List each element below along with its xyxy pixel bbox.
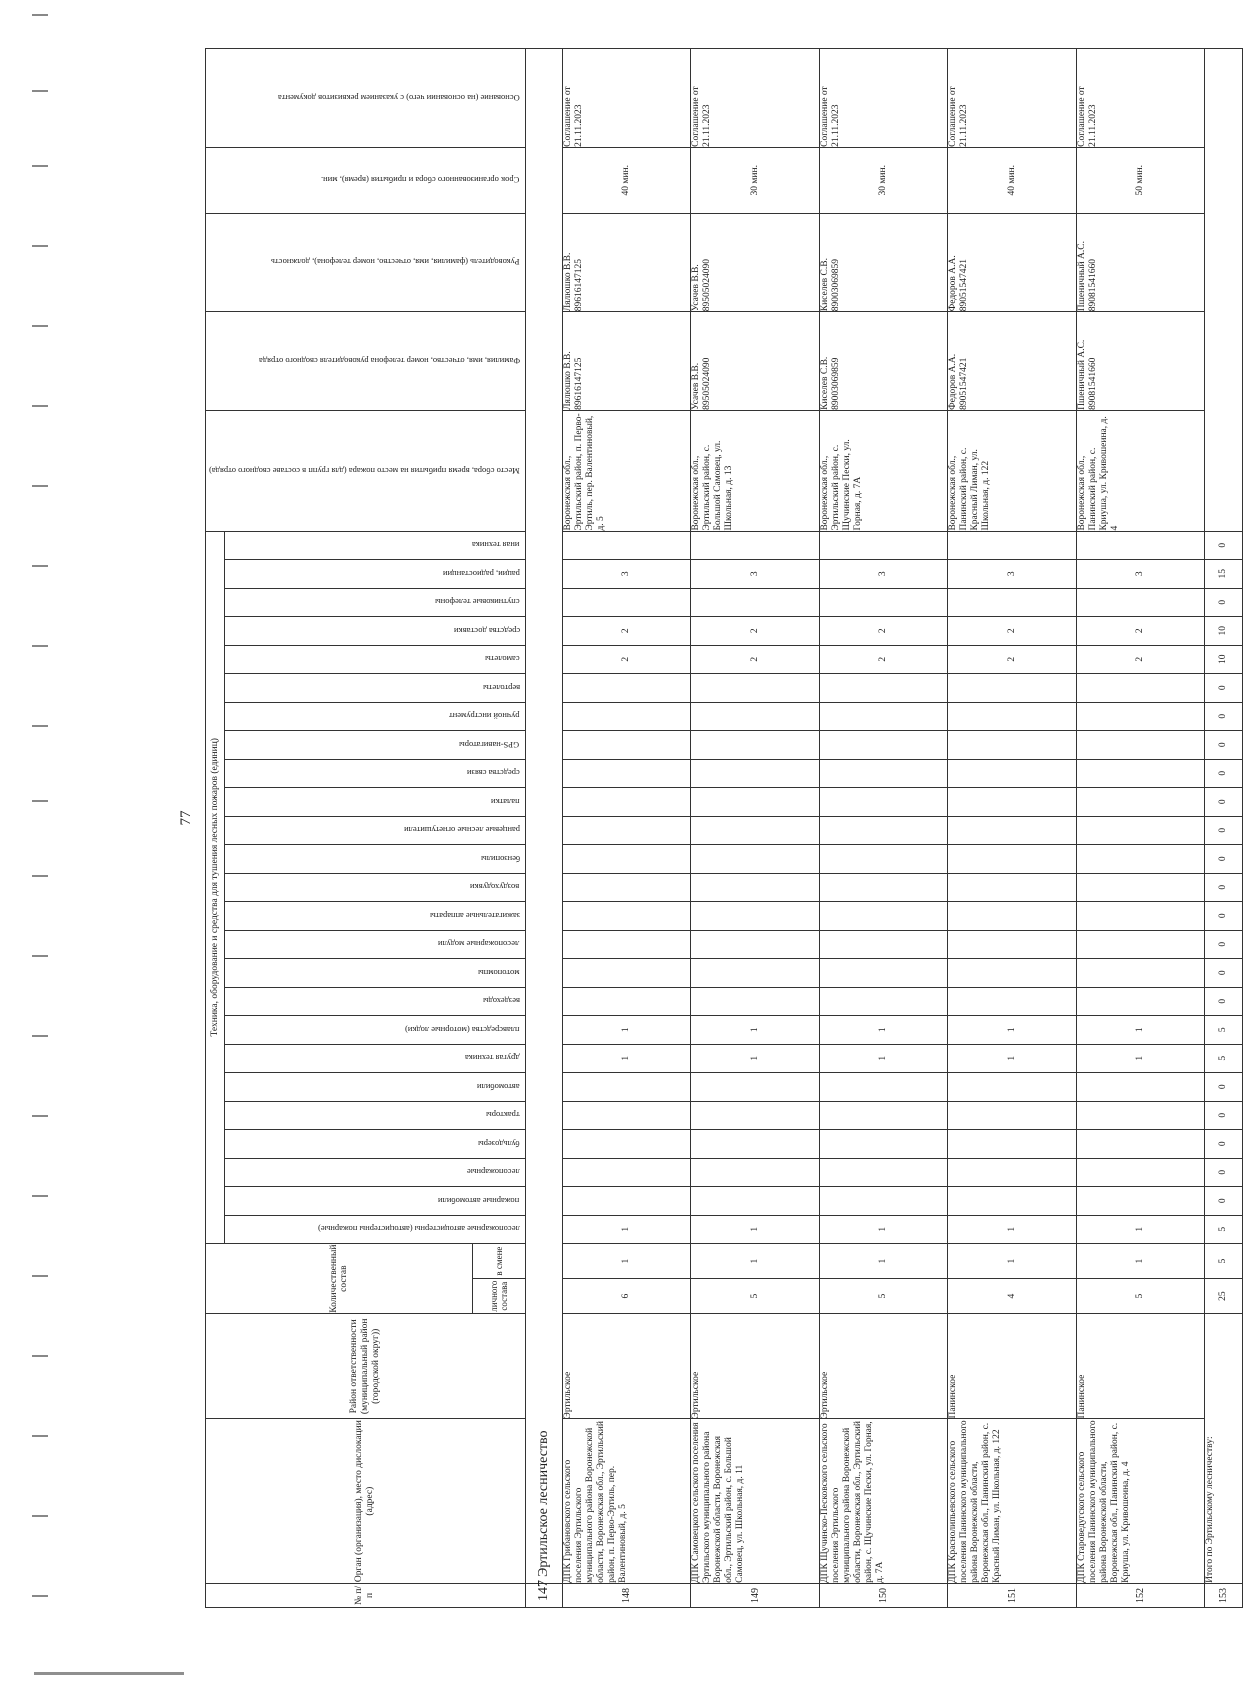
row-basis: Соглашение от 21.11.2023 — [1076, 49, 1204, 148]
section-number: 147 — [525, 1583, 562, 1607]
row-equipment-6 — [1076, 1073, 1204, 1102]
row-equipment-13 — [1076, 873, 1204, 902]
row-equipment-1: 1 — [691, 1215, 819, 1244]
row-organization: ДПК Староведугского сельского поселения Панинского муниципального района Воронежской области, Воронежская обл., Панинский район, с. Криуша, ул. Кривошеина, д. 4 — [1076, 1419, 1204, 1583]
scan-mark — [32, 1035, 48, 1037]
header-equipment-3: лесопожарные — [225, 1158, 526, 1187]
row-equipment-22: 2 — [819, 617, 947, 646]
row-organization: ДПК Краснолипьевского сельского поселения Панинского муниципального района Воронежской области, Воронежская обл., Панинский район, с. Красный Лиман, ул. Школьная, д. 122 — [948, 1419, 1076, 1583]
row-equipment-20 — [562, 674, 690, 703]
header-row-1 — [206, 49, 225, 1608]
row-equipment-9 — [1076, 987, 1204, 1016]
row-equipment-3 — [948, 1158, 1076, 1187]
row-commander: Лялюшко В.В. 89616147125 — [562, 312, 690, 411]
row-number: 150 — [819, 1583, 947, 1607]
forces-table — [205, 48, 1243, 1608]
row-personnel-shift: 1 — [562, 1244, 690, 1279]
row-equipment-16 — [691, 788, 819, 817]
header-personnel-group: Количественный состав — [206, 1244, 473, 1314]
scan-mark — [32, 405, 48, 407]
section-row — [525, 49, 562, 1608]
total-equipment-12: 0 — [1205, 902, 1242, 931]
row-number: 151 — [948, 1583, 1076, 1607]
row-equipment-21: 2 — [1076, 645, 1204, 674]
row-equipment-12 — [948, 902, 1076, 931]
row-basis: Соглашение от 21.11.2023 — [819, 49, 947, 148]
scan-mark — [32, 1195, 48, 1197]
row-equipment-24: 3 — [948, 560, 1076, 589]
scan-mark — [32, 1355, 48, 1357]
row-equipment-6 — [819, 1073, 947, 1102]
scan-mark — [32, 875, 48, 877]
row-time: 40 мин. — [948, 147, 1076, 213]
row-number: 149 — [691, 1583, 819, 1607]
row-equipment-9 — [819, 987, 947, 1016]
row-number: 148 — [562, 1583, 690, 1607]
row-equipment-24: 3 — [691, 560, 819, 589]
row-personnel-total: 5 — [691, 1279, 819, 1314]
row-equipment-21: 2 — [948, 645, 1076, 674]
row-equipment-9 — [691, 987, 819, 1016]
row-personnel-shift: 1 — [948, 1244, 1076, 1279]
row-equipment-23 — [562, 588, 690, 617]
row-equipment-20 — [948, 674, 1076, 703]
header-equipment-8: плавсредства (моторные лодки) — [225, 1016, 526, 1045]
row-equipment-24: 3 — [562, 560, 690, 589]
row-equipment-20 — [1076, 674, 1204, 703]
header-equipment-10: мотопомпы — [225, 959, 526, 988]
row-location: Воронежская обл., Эртильский район, с. Щучинские Пески, ул. Горная, д. 7А — [819, 410, 947, 531]
row-equipment-9 — [562, 987, 690, 1016]
total-equipment-24: 15 — [1205, 560, 1242, 589]
total-equipment-1: 5 — [1205, 1215, 1242, 1244]
scan-mark — [32, 1515, 48, 1517]
row-equipment-6 — [562, 1073, 690, 1102]
row-equipment-10 — [948, 959, 1076, 988]
row-personnel-total: 4 — [948, 1279, 1076, 1314]
row-equipment-19 — [948, 702, 1076, 731]
header-district: Район ответственности (муниципальный район (городской округ)) — [206, 1314, 526, 1419]
total-equipment-16: 0 — [1205, 788, 1242, 817]
section-title: Эртильское лесничество — [525, 49, 562, 1584]
row-head: Киселев С.В. 89003069859 — [819, 213, 947, 312]
row-equipment-12 — [819, 902, 947, 931]
table-row — [562, 49, 690, 1608]
row-basis: Соглашение от 21.11.2023 — [562, 49, 690, 148]
header-equipment-19: ручной инструмент — [225, 702, 526, 731]
row-equipment-10 — [562, 959, 690, 988]
header-equipment-20: вертолеты — [225, 674, 526, 703]
row-equipment-4 — [948, 1130, 1076, 1159]
total-equipment-3: 0 — [1205, 1158, 1242, 1187]
row-district: Эртильское — [562, 1314, 690, 1419]
row-equipment-15 — [691, 816, 819, 845]
scan-mark — [32, 800, 48, 802]
header-equipment-13: воздуходувки — [225, 873, 526, 902]
total-equipment-21: 10 — [1205, 645, 1242, 674]
header-equipment-12: зажигательные аппараты — [225, 902, 526, 931]
total-equipment-8: 5 — [1205, 1016, 1242, 1045]
header-commander: Фамилия, имя, отчество, номер телефона руководителя сводного отряда — [206, 312, 526, 411]
row-district: Эртильское — [691, 1314, 819, 1419]
header-equipment-1: лесопожарные автоцистерны (автоцистерны пожарные) — [225, 1215, 526, 1244]
row-equipment-11 — [819, 930, 947, 959]
header-equipment-7: другая техника — [225, 1044, 526, 1073]
total-equipment-14: 0 — [1205, 845, 1242, 874]
total-personnel: 25 — [1205, 1279, 1242, 1314]
row-equipment-13 — [948, 873, 1076, 902]
total-equipment-10: 0 — [1205, 959, 1242, 988]
row-equipment-18 — [819, 731, 947, 760]
row-equipment-8: 1 — [948, 1016, 1076, 1045]
header-equipment-22: средства доставки — [225, 617, 526, 646]
row-equipment-11 — [948, 930, 1076, 959]
row-basis: Соглашение от 21.11.2023 — [691, 49, 819, 148]
row-commander: Киселев С.В. 89003069859 — [819, 312, 947, 411]
row-equipment-3 — [819, 1158, 947, 1187]
row-equipment-5 — [1076, 1101, 1204, 1130]
row-district: Эртильское — [819, 1314, 947, 1419]
header-equipment-23: спутниковые телефоны — [225, 588, 526, 617]
row-equipment-18 — [948, 731, 1076, 760]
row-equipment-17 — [948, 759, 1076, 788]
row-organization: ДПК Грибановского сельского поселения Эртильского муниципального района Воронежской области, Воронежская обл., Эртильский район, п. Перво-Эртиль, пер. Валентиновый, д. 5 — [562, 1419, 690, 1583]
row-equipment-21: 2 — [819, 645, 947, 674]
row-equipment-7: 1 — [819, 1044, 947, 1073]
total-equipment-19: 0 — [1205, 702, 1242, 731]
total-empty — [1205, 49, 1242, 532]
header-equipment-group: Техника, оборудование и средства для тушения лесных пожаров (единиц) — [206, 531, 225, 1244]
header-equipment-25: иная техника — [225, 531, 526, 560]
row-equipment-13 — [819, 873, 947, 902]
row-equipment-4 — [562, 1130, 690, 1159]
row-equipment-11 — [1076, 930, 1204, 959]
row-equipment-18 — [1076, 731, 1204, 760]
row-equipment-1: 1 — [1076, 1215, 1204, 1244]
row-equipment-7: 1 — [691, 1044, 819, 1073]
scan-mark — [32, 1435, 48, 1437]
row-head: Лялюшко В.В. 89616147125 — [562, 213, 690, 312]
row-equipment-17 — [691, 759, 819, 788]
row-equipment-14 — [691, 845, 819, 874]
table-row — [691, 49, 819, 1608]
row-equipment-14 — [948, 845, 1076, 874]
row-equipment-13 — [562, 873, 690, 902]
row-time: 50 мин. — [1076, 147, 1204, 213]
row-equipment-22: 2 — [562, 617, 690, 646]
row-head: Усачев В.В. 89505024090 — [691, 213, 819, 312]
row-equipment-10 — [819, 959, 947, 988]
row-equipment-5 — [691, 1101, 819, 1130]
row-location: Воронежская обл., Эртильский район, п. Перво-Эртиль, пер. Валентиновый, д. 5 — [562, 410, 690, 531]
total-equipment-25: 0 — [1205, 531, 1242, 560]
total-equipment-4: 0 — [1205, 1130, 1242, 1159]
document-sheet — [205, 48, 1229, 1608]
header-equipment-14: бензопилы — [225, 845, 526, 874]
row-equipment-20 — [691, 674, 819, 703]
row-equipment-2 — [948, 1187, 1076, 1216]
row-equipment-21: 2 — [691, 645, 819, 674]
bottom-scan-mark — [34, 1672, 184, 1675]
row-equipment-12 — [562, 902, 690, 931]
row-time: 30 мин. — [819, 147, 947, 213]
row-equipment-25 — [948, 531, 1076, 560]
header-equipment-4: бульдозеры — [225, 1130, 526, 1159]
scan-mark — [32, 645, 48, 647]
row-equipment-3 — [691, 1158, 819, 1187]
row-number: 152 — [1076, 1583, 1204, 1607]
row-equipment-7: 1 — [948, 1044, 1076, 1073]
row-equipment-25 — [819, 531, 947, 560]
row-equipment-23 — [819, 588, 947, 617]
scan-mark — [32, 14, 48, 16]
header-equipment-21: самолеты — [225, 645, 526, 674]
header-equipment-17: средства связи — [225, 759, 526, 788]
row-equipment-25 — [562, 531, 690, 560]
header-time: Срок организованного сбора и прибытия (время), мин. — [206, 147, 526, 213]
row-equipment-22: 2 — [1076, 617, 1204, 646]
header-personnel-shift: в смене — [472, 1244, 525, 1279]
row-equipment-1: 1 — [819, 1215, 947, 1244]
row-equipment-15 — [1076, 816, 1204, 845]
row-equipment-2 — [1076, 1187, 1204, 1216]
row-equipment-25 — [691, 531, 819, 560]
scan-mark — [32, 90, 48, 92]
row-equipment-25 — [1076, 531, 1204, 560]
row-equipment-11 — [691, 930, 819, 959]
row-equipment-17 — [562, 759, 690, 788]
row-equipment-5 — [562, 1101, 690, 1130]
header-equipment-16: палатки — [225, 788, 526, 817]
row-equipment-14 — [819, 845, 947, 874]
row-equipment-24: 3 — [1076, 560, 1204, 589]
row-equipment-18 — [691, 731, 819, 760]
scan-mark — [32, 1115, 48, 1117]
row-equipment-22: 2 — [948, 617, 1076, 646]
header-org: Орган (организация), место дислокации (адрес) — [206, 1419, 526, 1583]
total-equipment-9: 0 — [1205, 987, 1242, 1016]
row-equipment-14 — [562, 845, 690, 874]
row-equipment-7: 1 — [562, 1044, 690, 1073]
scan-mark — [32, 565, 48, 567]
row-equipment-23 — [948, 588, 1076, 617]
row-location: Воронежская обл., Эртильский район, с. Большой Самовец, ул. Школьная, д. 13 — [691, 410, 819, 531]
total-equipment-5: 0 — [1205, 1101, 1242, 1130]
row-equipment-8: 1 — [562, 1016, 690, 1045]
scan-mark — [32, 485, 48, 487]
row-equipment-18 — [562, 731, 690, 760]
total-equipment-20: 0 — [1205, 674, 1242, 703]
row-commander: Усачев В.В. 89505024090 — [691, 312, 819, 411]
row-location: Воронежская обл., Панинский район, с. Криуша, ул. Кривошеина, д. 4 — [1076, 410, 1204, 531]
header-no: № п/п — [206, 1583, 526, 1607]
row-equipment-16 — [562, 788, 690, 817]
scan-mark — [32, 165, 48, 167]
scan-mark — [32, 1275, 48, 1277]
table-row — [948, 49, 1076, 1608]
row-equipment-20 — [819, 674, 947, 703]
total-equipment-17: 0 — [1205, 759, 1242, 788]
row-equipment-24: 3 — [819, 560, 947, 589]
row-equipment-17 — [1076, 759, 1204, 788]
row-equipment-22: 2 — [691, 617, 819, 646]
row-equipment-2 — [819, 1187, 947, 1216]
scan-mark — [32, 245, 48, 247]
row-equipment-8: 1 — [819, 1016, 947, 1045]
header-head: Руководитель (фамилия, имя, отчество, номер телефона), должность — [206, 213, 526, 312]
total-equipment-7: 5 — [1205, 1044, 1242, 1073]
header-equipment-9: вездеходы — [225, 987, 526, 1016]
row-equipment-6 — [691, 1073, 819, 1102]
row-district: Панинское — [1076, 1314, 1204, 1419]
row-basis: Соглашение от 21.11.2023 — [948, 49, 1076, 148]
row-equipment-3 — [1076, 1158, 1204, 1187]
header-equipment-5: тракторы — [225, 1101, 526, 1130]
row-equipment-10 — [691, 959, 819, 988]
row-head: Пшеничный А.С. 89081541660 — [1076, 213, 1204, 312]
total-equipment-11: 0 — [1205, 930, 1242, 959]
row-equipment-19 — [691, 702, 819, 731]
total-equipment-6: 0 — [1205, 1073, 1242, 1102]
header-equipment-24: рации, радиостанции — [225, 560, 526, 589]
header-equipment-15: ранцевые лесные огнетушители — [225, 816, 526, 845]
row-equipment-15 — [819, 816, 947, 845]
row-district: Панинское — [948, 1314, 1076, 1419]
row-commander: Пшеничный А.С. 89081541660 — [1076, 312, 1204, 411]
table-row — [819, 49, 947, 1608]
header-location: Место сбора, время прибытия на место пожара (для групп в составе сводного отряда) — [206, 410, 526, 531]
header-equipment-11: лесопожарные модули — [225, 930, 526, 959]
table-row — [1076, 49, 1204, 1608]
scan-mark — [32, 1595, 48, 1597]
row-equipment-16 — [948, 788, 1076, 817]
header-basis: Основание (на основании чего) с указанием реквизитов документа — [206, 49, 526, 148]
total-equipment-15: 0 — [1205, 816, 1242, 845]
row-equipment-13 — [691, 873, 819, 902]
header-equipment-6: автомобили — [225, 1073, 526, 1102]
row-equipment-17 — [819, 759, 947, 788]
row-equipment-19 — [562, 702, 690, 731]
row-time: 40 мин. — [562, 147, 690, 213]
row-equipment-2 — [562, 1187, 690, 1216]
row-equipment-14 — [1076, 845, 1204, 874]
row-equipment-12 — [691, 902, 819, 931]
row-equipment-23 — [1076, 588, 1204, 617]
row-equipment-6 — [948, 1073, 1076, 1102]
row-personnel-total: 6 — [562, 1279, 690, 1314]
row-equipment-3 — [562, 1158, 690, 1187]
row-equipment-7: 1 — [1076, 1044, 1204, 1073]
row-equipment-12 — [1076, 902, 1204, 931]
row-equipment-23 — [691, 588, 819, 617]
row-equipment-16 — [819, 788, 947, 817]
row-personnel-shift: 1 — [691, 1244, 819, 1279]
row-equipment-9 — [948, 987, 1076, 1016]
header-equipment-18: GPS-навигаторы — [225, 731, 526, 760]
row-equipment-8: 1 — [1076, 1016, 1204, 1045]
row-personnel-total: 5 — [1076, 1279, 1204, 1314]
row-equipment-16 — [1076, 788, 1204, 817]
total-equipment-2: 0 — [1205, 1187, 1242, 1216]
row-equipment-19 — [1076, 702, 1204, 731]
row-equipment-4 — [819, 1130, 947, 1159]
page-number: 77 — [178, 810, 194, 826]
scan-mark — [32, 325, 48, 327]
row-equipment-15 — [562, 816, 690, 845]
row-personnel-shift: 1 — [1076, 1244, 1204, 1279]
row-equipment-8: 1 — [691, 1016, 819, 1045]
total-equipment-13: 0 — [1205, 873, 1242, 902]
row-time: 30 мин. — [691, 147, 819, 213]
row-organization: ДПК Щучинско-Песковского сельского поселения Эртильского муниципального района Воронежской области, Воронежская обл., Эртильский район, с. Щучинские Пески, ул. Горная, д. 7А — [819, 1419, 947, 1583]
total-equipment-18: 0 — [1205, 731, 1242, 760]
scan-mark — [32, 955, 48, 957]
total-shift: 5 — [1205, 1244, 1242, 1279]
row-equipment-21: 2 — [562, 645, 690, 674]
row-equipment-4 — [691, 1130, 819, 1159]
header-equipment-2: пожарные автомобили — [225, 1187, 526, 1216]
row-personnel-total: 5 — [819, 1279, 947, 1314]
total-label: Итого по Эртильскому лесничеству: — [1205, 1314, 1242, 1584]
row-equipment-5 — [948, 1101, 1076, 1130]
total-row — [1205, 49, 1242, 1608]
row-equipment-5 — [819, 1101, 947, 1130]
row-equipment-10 — [1076, 959, 1204, 988]
row-equipment-2 — [691, 1187, 819, 1216]
total-row-number: 153 — [1205, 1583, 1242, 1607]
row-personnel-shift: 1 — [819, 1244, 947, 1279]
row-organization: ДПК Самовецкого сельского поселения Эртильского муниципального района Воронежской области, Воронежская обл., Эртильский район, с. Большой Самовец, ул. Школьная, д. 11 — [691, 1419, 819, 1583]
total-equipment-23: 0 — [1205, 588, 1242, 617]
row-location: Воронежская обл., Панинский район, с. Красный Лиман, ул. Школьная, д. 122 — [948, 410, 1076, 531]
row-equipment-1: 1 — [562, 1215, 690, 1244]
scan-mark — [32, 725, 48, 727]
row-equipment-11 — [562, 930, 690, 959]
total-equipment-22: 10 — [1205, 617, 1242, 646]
row-commander: Федоров А.А. 89051547421 — [948, 312, 1076, 411]
row-equipment-1: 1 — [948, 1215, 1076, 1244]
header-personnel-total: личного состава — [472, 1279, 525, 1314]
row-head: Федоров А.А. 89051547421 — [948, 213, 1076, 312]
row-equipment-15 — [948, 816, 1076, 845]
row-equipment-4 — [1076, 1130, 1204, 1159]
row-equipment-19 — [819, 702, 947, 731]
